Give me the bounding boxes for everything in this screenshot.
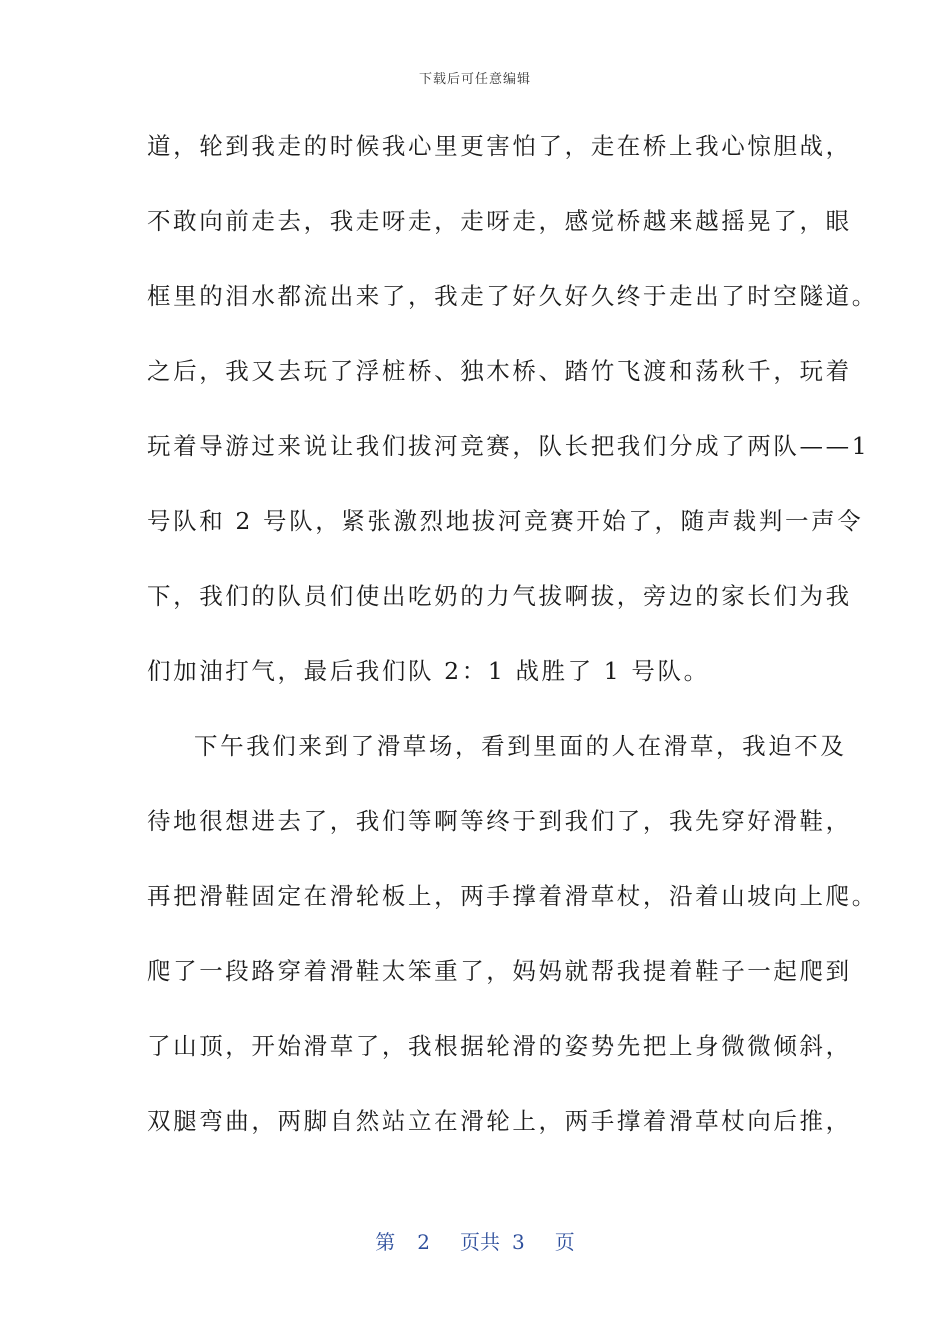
text-line: 下，我们的队员们使出吃奶的力气拔啊拔，旁边的家长们为我: [147, 582, 852, 610]
paragraph-start-line: 下午我们来到了滑草场，看到里面的人在滑草，我迫不及: [194, 732, 847, 760]
page-footer: [0, 1226, 950, 1255]
page-label-mid: 页共: [460, 1230, 500, 1254]
text-line: 框里的泪水都流出来了，我走了好久好久终于走出了时空隧道。: [147, 282, 878, 310]
page-label-prefix: 第: [375, 1230, 396, 1254]
page-label-suffix: 页: [554, 1230, 575, 1254]
document-body: [147, 128, 878, 1178]
text-line: 之后，我又去玩了浮桩桥、独木桥、踏竹飞渡和荡秋千，玩着: [147, 357, 852, 385]
text-line: 再把滑鞋固定在滑轮板上，两手撑着滑草杖，沿着山坡向上爬。: [147, 882, 878, 910]
text-line: 不敢向前走去，我走呀走，走呀走，感觉桥越来越摇晃了，眼: [147, 207, 852, 235]
text-line: 双腿弯曲，两脚自然站立在滑轮上，两手撑着滑草杖向后推，: [147, 1107, 852, 1135]
text-line: 号队和 2 号队，紧张激烈地拔河竞赛开始了，随声裁判一声令: [147, 507, 864, 535]
current-page-number: 2: [417, 1230, 430, 1254]
text-line: 玩着导游过来说让我们拔河竞赛，队长把我们分成了两队——1: [147, 432, 870, 460]
total-pages-number: 3: [512, 1230, 525, 1254]
text-line: 爬了一段路穿着滑鞋太笨重了，妈妈就帮我提着鞋子一起爬到: [147, 957, 852, 985]
text-line: 们加油打气，最后我们队 2：1 战胜了 1 号队。: [147, 657, 710, 685]
text-line: 道，轮到我走的时候我心里更害怕了，走在桥上我心惊胆战，: [147, 132, 852, 160]
text-line: 待地很想进去了，我们等啊等终于到我们了，我先穿好滑鞋，: [147, 807, 852, 835]
page-header: 下载后可任意编辑: [418, 72, 531, 87]
text-line: 了山顶，开始滑草了，我根据轮滑的姿势先把上身微微倾斜，: [147, 1032, 852, 1060]
